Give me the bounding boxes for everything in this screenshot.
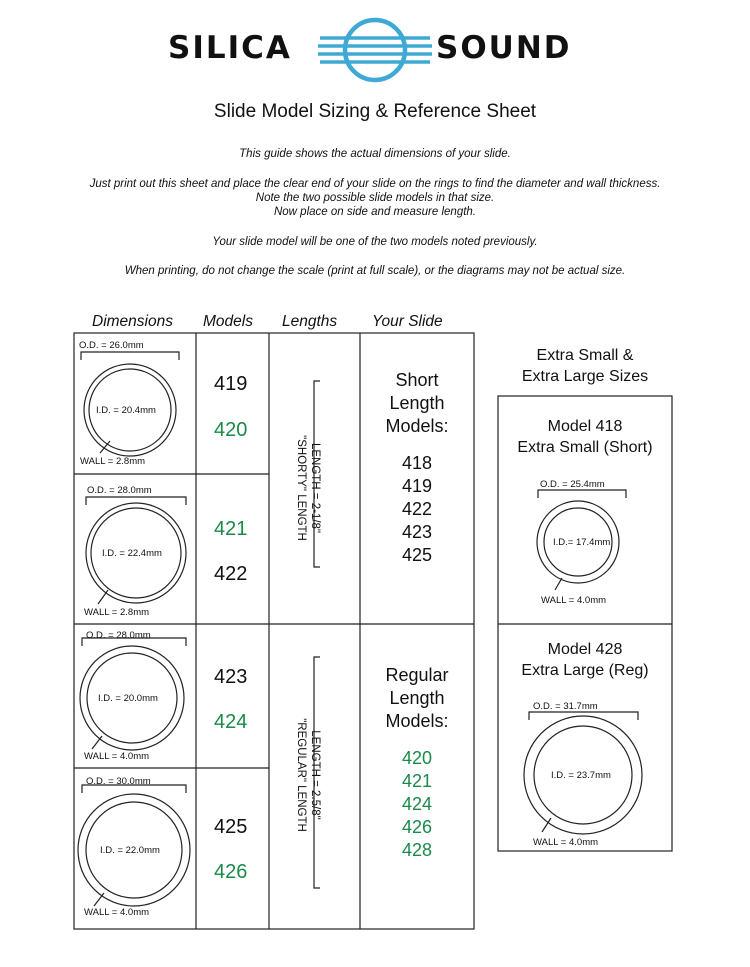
row-2-od: O.D. = 28.0mm xyxy=(87,485,152,496)
model-428-od: O.D. = 31.7mm xyxy=(533,701,598,712)
model-418-od: O.D. = 25.4mm xyxy=(540,479,605,490)
regular-model-3: 424 xyxy=(401,794,433,814)
extra-sizes-heading xyxy=(498,345,672,387)
regular-model-4: 426 xyxy=(401,817,433,837)
row-4-wall: WALL = 4.0mm xyxy=(84,907,150,918)
short-length-line-2: "SHORTY" LENGTH xyxy=(295,435,307,541)
brand-right-word: SOUND xyxy=(436,30,572,66)
row-4-model-b: 426 xyxy=(214,861,248,883)
intro-line-1: This guide shows the actual dimensions of your slide. xyxy=(239,148,511,160)
regular-block-line-2: Length xyxy=(389,688,445,708)
header-lengths: Lengths xyxy=(282,313,338,330)
header-dimensions: Dimensions xyxy=(92,313,173,330)
row-2-id: I.D. = 22.4mm xyxy=(102,548,162,559)
model-428-id: I.D. = 23.7mm xyxy=(551,770,611,781)
ring-diagram-row-1 xyxy=(74,333,196,474)
short-block-line-1: Short xyxy=(395,370,439,390)
regular-model-5: 428 xyxy=(401,840,433,860)
regular-length-line-2: "REGULAR" LENGTH xyxy=(295,718,307,832)
row-1-model-a: 419 xyxy=(214,373,248,395)
model-428-title xyxy=(498,639,672,681)
regular-length-block xyxy=(360,664,474,862)
row-2-wall: WALL = 2.8mm xyxy=(84,607,150,618)
intro-line-2: Just print out this sheet and place the clear end of your slide on the rings to find the diameter and wall thickness. xyxy=(89,178,661,190)
row-4-od: O.D. = 30.0mm xyxy=(86,776,151,787)
model-418-wall: WALL = 4.0mm xyxy=(541,595,607,606)
regular-length-label xyxy=(294,718,322,832)
page-title: Slide Model Sizing & Reference Sheet xyxy=(213,101,537,122)
short-length-block xyxy=(360,369,474,567)
intro-line-5: Your slide model will be one of the two models noted previously. xyxy=(212,236,538,248)
regular-length-line-1: LENGTH = 2.5/8" xyxy=(309,730,321,820)
model-418-title-line-2: Extra Small (Short) xyxy=(517,439,653,456)
model-418-title-line-1: Model 418 xyxy=(547,418,623,435)
regular-model-2: 421 xyxy=(401,771,433,791)
header-your-slide: Your Slide xyxy=(372,313,443,330)
intro-line-6: When printing, do not change the scale (print at full scale), or the diagrams may not be actual size. xyxy=(124,265,626,277)
row-1-od: O.D. = 26.0mm xyxy=(79,340,144,351)
model-418-id: I.D.= 17.4mm xyxy=(553,537,611,548)
short-block-line-2: Length xyxy=(389,393,445,413)
model-428-title-line-2: Extra Large (Reg) xyxy=(521,662,649,679)
row-2-model-a: 421 xyxy=(214,518,248,540)
model-428-wall: WALL = 4.0mm xyxy=(533,837,599,848)
regular-block-line-3: Models: xyxy=(385,711,449,731)
model-428-title-line-1: Model 428 xyxy=(547,641,623,658)
regular-block-line-1: Regular xyxy=(385,665,449,685)
row-1-wall: WALL = 2.8mm xyxy=(80,456,146,467)
intro-line-3: Note the two possible slide models in that size. xyxy=(255,192,495,204)
short-model-5: 425 xyxy=(401,545,433,565)
regular-model-1: 420 xyxy=(401,748,433,768)
extra-heading-line-1: Extra Small & xyxy=(536,347,634,364)
brand-left-word: SILICA xyxy=(168,30,292,66)
row-3-model-a: 423 xyxy=(214,666,248,688)
short-length-line-1: LENGTH = 2-1/8" xyxy=(309,442,321,534)
short-model-4: 423 xyxy=(401,522,433,542)
row-4-model-a: 425 xyxy=(214,816,248,838)
intro-line-4: Now place on side and measure length. xyxy=(273,206,476,218)
short-model-3: 422 xyxy=(401,499,433,519)
model-418-title xyxy=(498,416,672,458)
extra-heading-line-2: Extra Large Sizes xyxy=(521,368,649,385)
header-models: Models xyxy=(203,313,253,330)
short-block-line-3: Models: xyxy=(385,416,449,436)
row-3-id: I.D. = 20.0mm xyxy=(98,693,158,704)
short-model-1: 418 xyxy=(401,453,433,473)
row-4-id: I.D. = 22.0mm xyxy=(100,845,160,856)
short-model-2: 419 xyxy=(401,476,433,496)
row-3-model-b: 424 xyxy=(214,711,248,733)
row-1-id: I.D. = 20.4mm xyxy=(96,405,156,416)
row-3-wall: WALL = 4.0mm xyxy=(84,751,150,762)
short-length-label xyxy=(294,435,322,541)
row-2-model-b: 422 xyxy=(214,563,248,585)
row-3-od: O.D. = 28.0mm xyxy=(86,630,151,641)
row-1-model-b: 420 xyxy=(214,419,248,441)
